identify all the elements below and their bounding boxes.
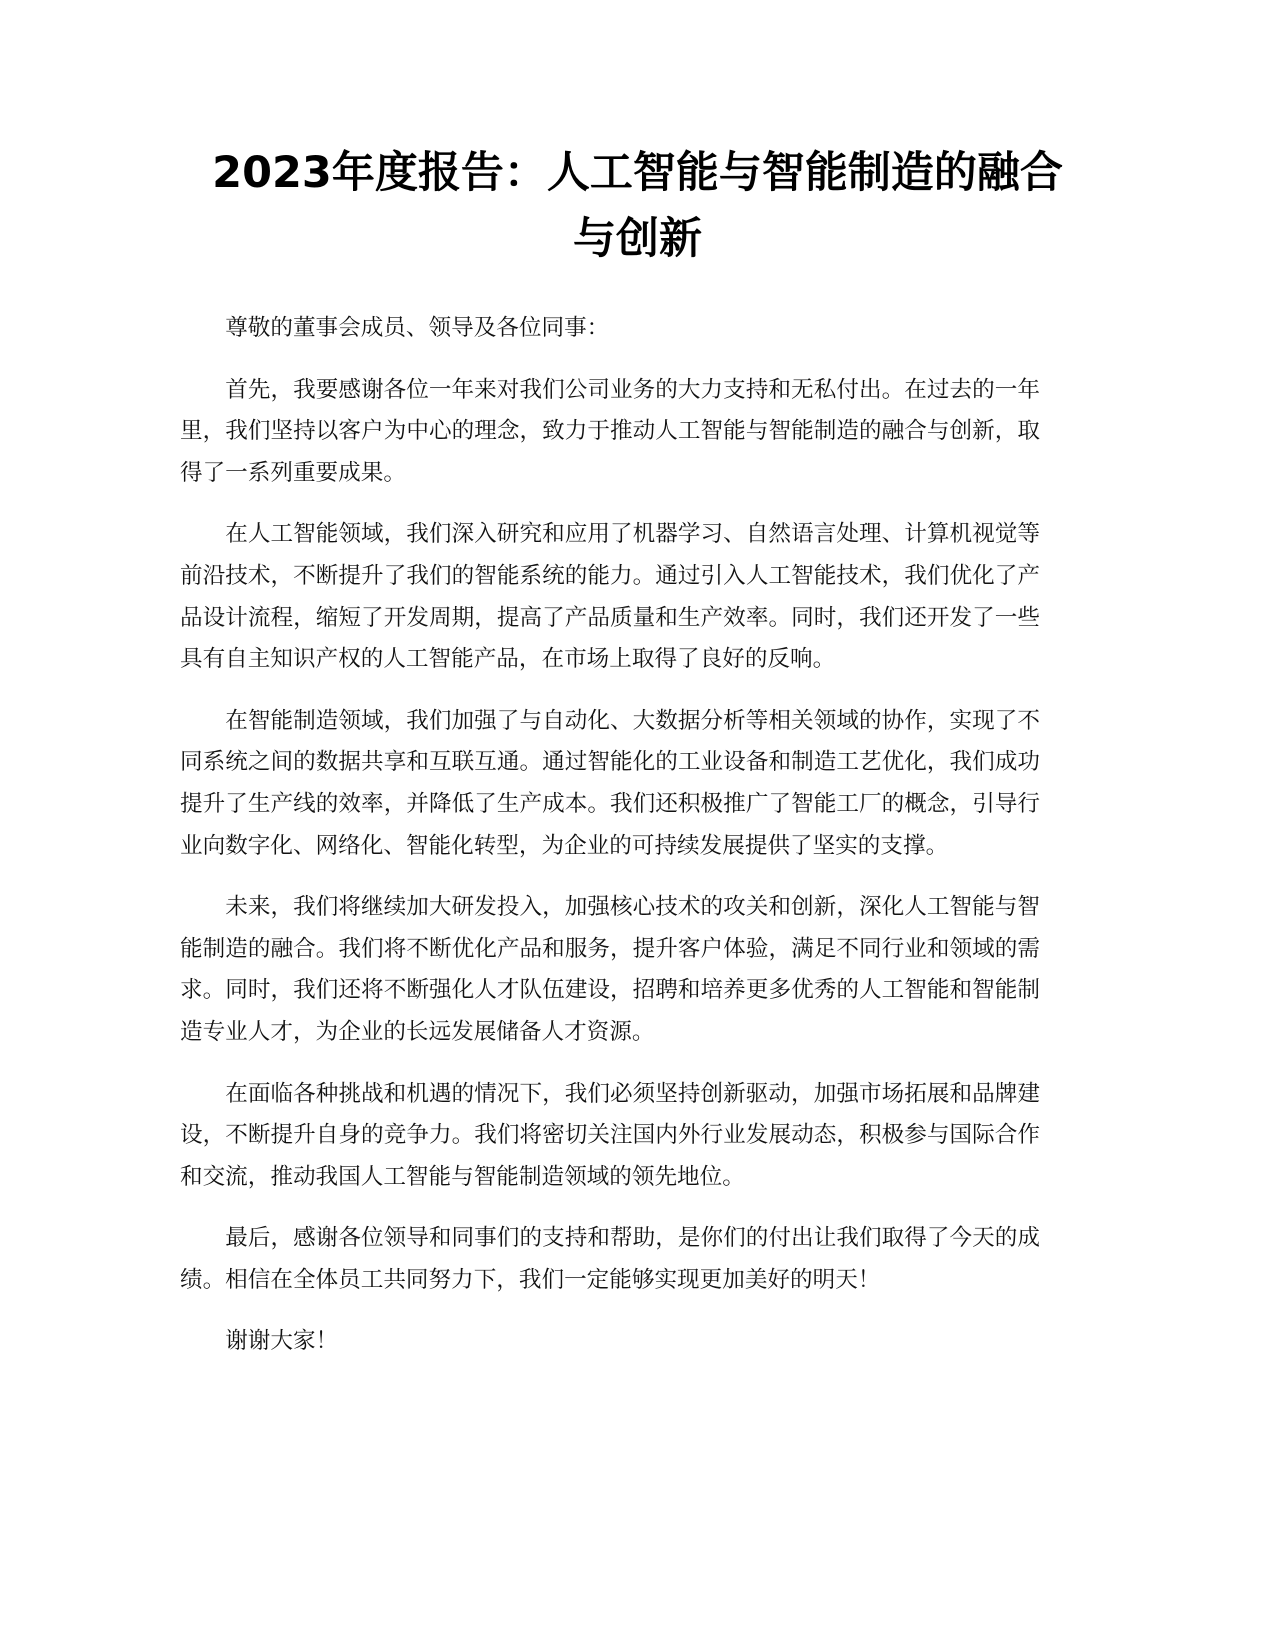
paragraph: 在面临各种挑战和机遇的情况下，我们必须坚持创新驱动，加强市场拓展和品牌建设，不断提升自身的竞争力。我们将密切关注国内外行业发展动态，积极参与国际合作和交流，推动我国人工智能与智能制造领域的领先地位。	[180, 1080, 1040, 1190]
title-line-2: 与创新	[573, 214, 702, 264]
salutation: 尊敬的董事会成员、领导及各位同事：	[225, 315, 610, 341]
paragraph: 最后，感谢各位领导和同事们的支持和帮助，是你们的付出让我们取得了今天的成绩。相信在全体员工共同努力下，我们一定能够实现更加美好的明天！	[180, 1225, 1040, 1293]
closing: 谢谢大家！	[225, 1328, 339, 1355]
document-body	[180, 308, 1040, 1383]
paragraph: 在人工智能领域，我们深入研究和应用了机器学习、自然语言处理、计算机视觉等前沿技术，不断提升了我们的智能系统的能力。通过引入人工智能技术，我们优化了产品设计流程，缩短了开发周期，提高了产品质量和生产效率。同时，我们还开发了一些具有自主知识产权的人工智能产品，在市场上取得了良好的反响。	[180, 521, 1040, 673]
paragraph: 未来，我们将继续加大研发投入，加强核心技术的攻关和创新，深化人工智能与智能制造的融合。我们将不断优化产品和服务，提升客户体验，满足不同行业和领域的需求。同时，我们还将不断强化人才队伍建设，招聘和培养更多优秀的人工智能和智能制造专业人才，为企业的长远发展储备人才资源。	[180, 894, 1040, 1045]
paragraph: 在智能制造领域，我们加强了与自动化、大数据分析等相关领域的协作，实现了不同系统之间的数据共享和互联互通。通过智能化的工业设备和制造工艺优化，我们成功提升了生产线的效率，并降低了生产成本。我们还积极推广了智能工厂的概念，引导行业向数字化、网络化、智能化转型，为企业的可持续发展提供了坚实的支撑。	[180, 707, 1040, 859]
title-line-1: 2023年度报告：人工智能与智能制造的融合	[212, 148, 1063, 198]
document-title	[180, 140, 1095, 272]
paragraph: 首先，我要感谢各位一年来对我们公司业务的大力支持和无私付出。在过去的一年里，我们坚持以客户为中心的理念，致力于推动人工智能与智能制造的融合与创新，取得了一系列重要成果。	[180, 376, 1040, 486]
